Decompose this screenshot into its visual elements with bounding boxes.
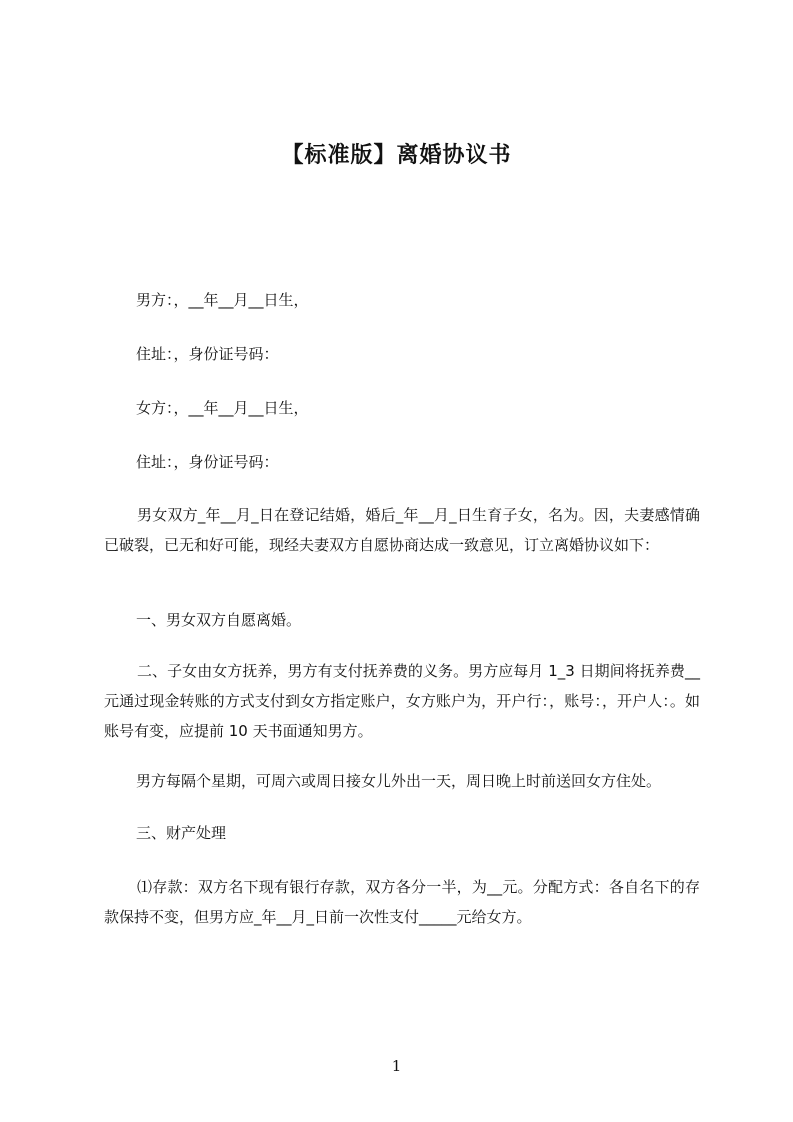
clause-3-heading: 三、财产处理: [136, 824, 227, 842]
page-number: 1: [391, 1057, 402, 1075]
clause-1-heading: 一、男女双方自愿离婚。: [136, 611, 302, 629]
male-address-line: 住址：，身份证号码：: [136, 345, 279, 363]
female-address-line: 住址：，身份证号码：: [136, 453, 279, 471]
clause-2-paragraph: 二、子女由女方抚养，男方有支付抚养费的义务。男方应每月 1_3 日期间将抚养费__元通过现金转账的方式支付到女方指定账户，女方账户为，开户行：，账号：，开户人：。如账号有变，应提前 10 天书面通知男方。: [104, 662, 700, 740]
visitation-paragraph: 男方每隔个星期，可周六或周日接女儿外出一天，周日晚上时前送回女方住处。: [136, 772, 662, 790]
document-title: 【标准版】离婚协议书: [281, 143, 512, 168]
female-party-line: 女方：，__年__月__日生，: [136, 399, 309, 417]
deposits-paragraph: ⑴存款：双方名下现有银行存款，双方各分一半，为__元。分配方式：各自名下的存款保持不变，但男方应_年__月_日前一次性支付_____元给女方。: [104, 878, 700, 926]
male-party-line: 男方：，__年__月__日生，: [136, 291, 309, 309]
intro-paragraph: 男女双方_年__月_日在登记结婚，婚后_年__月_日生育子女，名为。因，夫妻感情确已破裂，已无和好可能，现经夫妻双方自愿协商达成一致意见，订立离婚协议如下：: [104, 506, 700, 554]
